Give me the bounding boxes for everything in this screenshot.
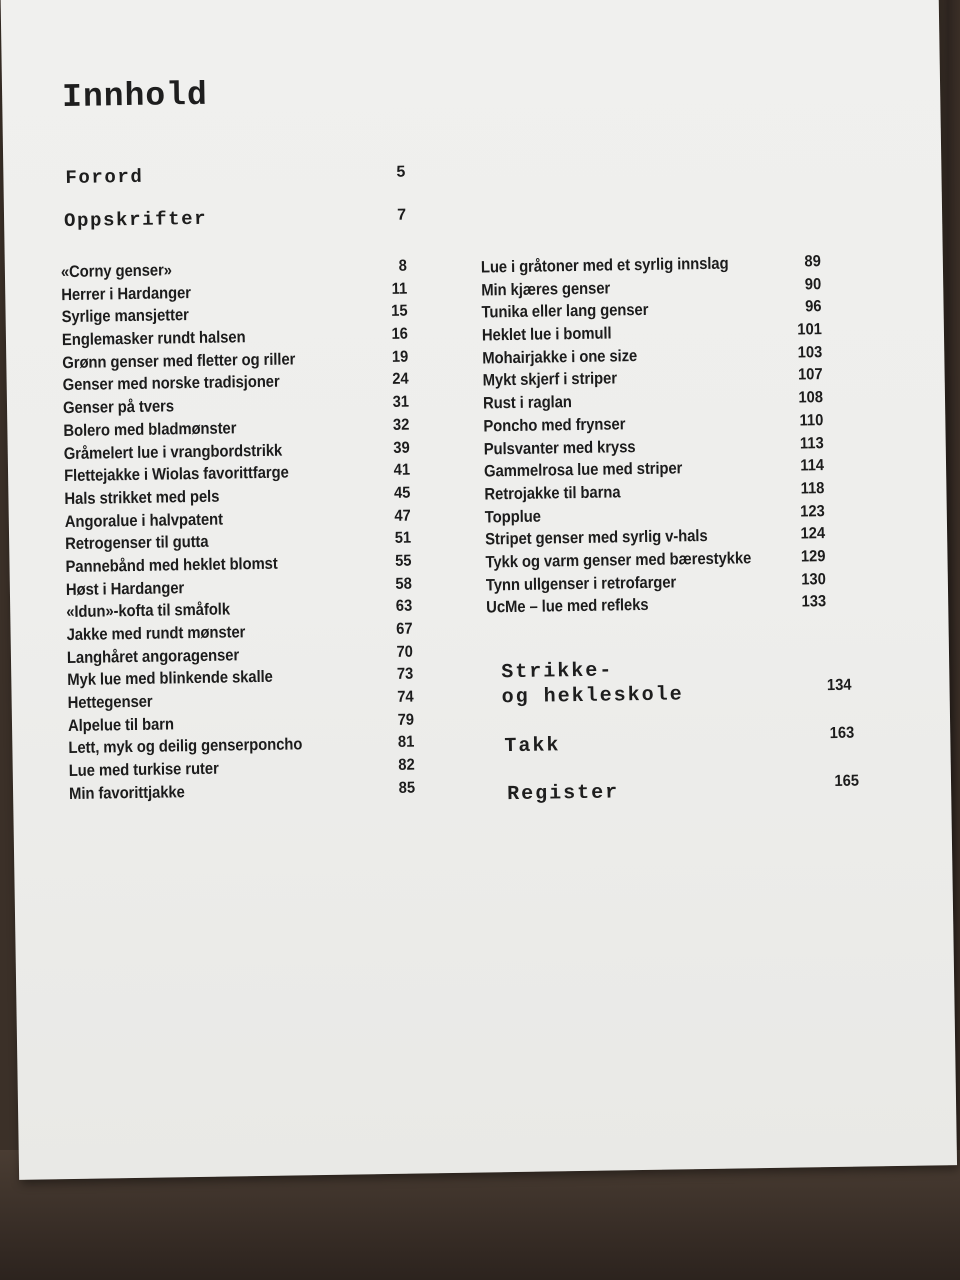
toc-entry-title: Angoralue i halvpatent (64, 510, 224, 531)
toc-entry-page: 47 (394, 507, 411, 525)
toc-entry-title: Hals strikket med pels (64, 487, 220, 508)
toc-entry-title: Langhåret angoragenser (66, 646, 240, 667)
toc-entry-title: «Corny genser» (60, 261, 173, 282)
toc-entry-page: 103 (797, 343, 823, 362)
recipe-list-left (61, 255, 430, 805)
toc-entry-page: 82 (398, 756, 415, 774)
toc-entry-page: 39 (393, 439, 410, 457)
toc-entry-title: Englemasker rundt halsen (61, 328, 246, 350)
toc-entry-page: 67 (396, 620, 413, 638)
toc-entry-title: Heklet lue i bomull (481, 324, 612, 345)
toc-entry-title: Bolero med bladmønster (63, 419, 237, 440)
toc-entry-page: 55 (394, 552, 412, 570)
recipe-list-right (481, 251, 847, 620)
toc-entry-page: 31 (392, 393, 410, 412)
section-takk-heading: Takk (504, 734, 561, 759)
toc-entry-page: 8 (398, 257, 407, 275)
toc-entry-page: 118 (800, 479, 825, 498)
section-skole-heading (501, 657, 684, 710)
toc-entry-title: Retrogenser til gutta (65, 533, 209, 554)
toc-entry-title: Gråmelert lue i vrangbordstrikk (63, 441, 283, 463)
toc-entry-title: Flettejakke i Wiolas favorittfarge (63, 463, 289, 486)
toc-entry-title: Genser med norske tradisjoner (62, 373, 280, 395)
toc-entry-title: Tykk og varm genser med bærestykke (485, 549, 752, 572)
toc-entry-title: Pannebånd med heklet blomst (65, 554, 278, 576)
toc-entry-title: Retrojakke til barna (484, 483, 621, 504)
toc-entry-page: 32 (392, 416, 410, 434)
page-content (1, 0, 957, 1180)
section-register-page: 165 (834, 772, 860, 790)
toc-entry-title: Min favorittjakke (68, 783, 185, 803)
toc-entry-page: 130 (801, 570, 826, 589)
toc-entry-title: Grønn genser med fletter og riller (62, 350, 296, 372)
toc-entry-title: Myk lue med blinkende skalle (67, 668, 273, 690)
toc-entry-title: Topplue (484, 507, 541, 527)
toc-entry-title: Tunika eller lang genser (481, 301, 649, 322)
section-takk-page: 163 (829, 724, 855, 743)
section-forord-heading: Forord (65, 165, 144, 189)
toc-entry-title: Gammelrosa lue med striper (483, 459, 683, 481)
toc-entry-page: 19 (391, 348, 409, 366)
toc-entry-page: 129 (800, 548, 826, 566)
toc-entry-page: 15 (391, 303, 408, 321)
toc-entry-title: Tynn ullgenser i retrofarger (485, 573, 677, 595)
toc-entry-title: Herrer i Hardanger (61, 283, 192, 304)
toc-entry-page: 108 (798, 389, 824, 407)
toc-entry-title: Rust i raglan (482, 393, 572, 413)
section-register-heading: Register (506, 781, 620, 807)
toc-entry-title: Hettegenser (67, 692, 153, 713)
toc-entry-page: 58 (395, 575, 412, 593)
toc-entry-page: 73 (396, 665, 414, 684)
toc-entry-title: Min kjæres genser (481, 279, 611, 300)
toc-entry-title: Lue i gråtoner med et syrlig innslag (480, 254, 729, 277)
toc-entry-title: Syrlige mansjetter (61, 306, 189, 327)
toc-entry-page: 41 (393, 461, 411, 480)
toc-entry-title: Alpelue til barn (67, 715, 174, 735)
toc-entry-page: 45 (393, 484, 411, 502)
section-oppskrifter-heading: Oppskrifter (63, 207, 208, 233)
toc-entry-title: Mykt skjerf i striper (482, 369, 618, 390)
toc-entry-title: UcMe – lue med refleks (486, 596, 649, 617)
toc-entry-page: 101 (797, 321, 823, 339)
toc-entry-page: 96 (805, 298, 822, 316)
toc-entry-title: Lue med turkise ruter (68, 759, 219, 781)
page-title: Innhold (61, 76, 209, 117)
toc-entry-page: 63 (395, 597, 413, 616)
toc-entry-page: 110 (799, 411, 824, 430)
section-oppskrifter-page: 7 (397, 206, 407, 224)
toc-entry (69, 777, 429, 805)
toc-entry-page: 81 (397, 734, 415, 752)
toc-entry-title: Mohairjakke i one size (482, 346, 638, 368)
toc-entry-page: 85 (398, 779, 416, 797)
toc-entry-page: 24 (392, 371, 409, 389)
section-skole-line1: Strikke- (501, 659, 614, 685)
toc-entry-page: 124 (800, 525, 826, 543)
toc-entry-page: 74 (397, 688, 414, 706)
toc-entry-title: Pulsvanter med kryss (483, 437, 636, 458)
toc-entry-page: 123 (800, 502, 825, 521)
toc-entry-page: 113 (799, 434, 824, 452)
toc-entry (486, 591, 846, 619)
toc-entry-page: 114 (800, 457, 825, 475)
toc-entry-page: 79 (397, 711, 415, 729)
toc-entry-title: «Idun»-kofta til småfolk (66, 600, 231, 622)
toc-entry-title: Genser på tvers (62, 397, 175, 418)
toc-entry-title: Poncho med frynser (483, 415, 626, 436)
toc-entry-page: 70 (396, 643, 414, 661)
toc-entry-page: 133 (801, 593, 827, 611)
toc-entry-title: Lett, myk og deilig genserponcho (68, 735, 303, 758)
toc-entry-page: 11 (391, 280, 408, 298)
toc-entry-page: 51 (394, 529, 412, 548)
toc-entry-title: Høst i Hardanger (65, 578, 185, 599)
toc-entry-page: 107 (797, 366, 823, 384)
section-skole-line2: og hekleskole (501, 683, 684, 710)
toc-entry-page: 16 (391, 325, 409, 343)
toc-entry-page: 89 (804, 253, 821, 271)
section-skole-page: 134 (826, 676, 852, 695)
section-forord-page: 5 (396, 163, 406, 181)
toc-entry-page: 90 (804, 275, 822, 294)
toc-entry-title: Jakke med rundt mønster (66, 623, 246, 645)
toc-entry-title: Stripet genser med syrlig v-hals (485, 527, 708, 549)
